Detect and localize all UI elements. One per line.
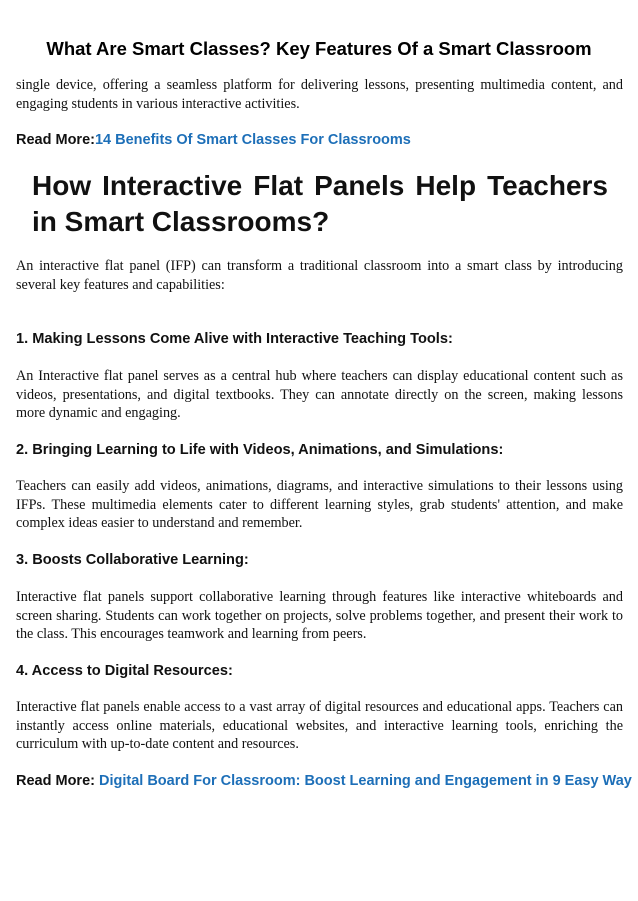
read-more-1 [16,131,411,149]
page-title: What Are Smart Classes? Key Features Of a Smart Classroom [46,38,592,59]
section-heading-2: 2. Bringing Learning to Life with Videos, Animations, and Simulations: [16,442,504,458]
section-body-2: Teachers can easily add videos, animations, diagrams, and interactive simulations to their lessons using IFPs. These multimedia elements cater to different learning styles, grab students' attention, and make complex ideas easier to understand and remember. [16,478,623,531]
section-body-3: Interactive flat panels support collaborative learning through features like interactive whiteboards and screen sharing. Students can work together on projects, solve problems together, and present their work to the class. This encourages teamwork and learning from peers. [16,589,623,642]
section-heading-3: 3. Boosts Collaborative Learning: [16,552,249,568]
intro-paragraph: single device, offering a seamless platform for delivering lessons, presenting multimedia content, and engaging students in various interactive activities. [16,77,623,112]
read-more-label-2: Read More: [16,773,99,789]
section-heading-4: 4. Access to Digital Resources: [16,663,233,679]
read-more-link-digital-board[interactable]: Digital Board For Classroom: Boost Learning and Engagement in 9 Easy Way [99,773,632,789]
main-heading: How Interactive Flat Panels Help Teachers in Smart Classrooms? [32,170,608,237]
section-heading-1: 1. Making Lessons Come Alive with Interactive Teaching Tools: [16,331,453,347]
read-more-link-benefits[interactable]: 14 Benefits Of Smart Classes For Classrooms [94,132,411,148]
section-body-1: An Interactive flat panel serves as a central hub where teachers can display educational content such as videos, presentations, and digital textbooks. They can annotate directly on the screen, making lessons more dynamic and engaging. [16,368,623,421]
read-more-2 [16,772,632,790]
main-intro-paragraph: An interactive flat panel (IFP) can transform a traditional classroom into a smart class by introducing several key features and capabilities: [16,258,623,293]
section-body-4: Interactive flat panels enable access to a vast array of digital resources and educational apps. Teachers can instantly access online materials, educational websites, and interactive learning tools, enriching the curriculum with up-to-date content and resources. [16,699,623,752]
read-more-label: Read More: [16,132,95,148]
